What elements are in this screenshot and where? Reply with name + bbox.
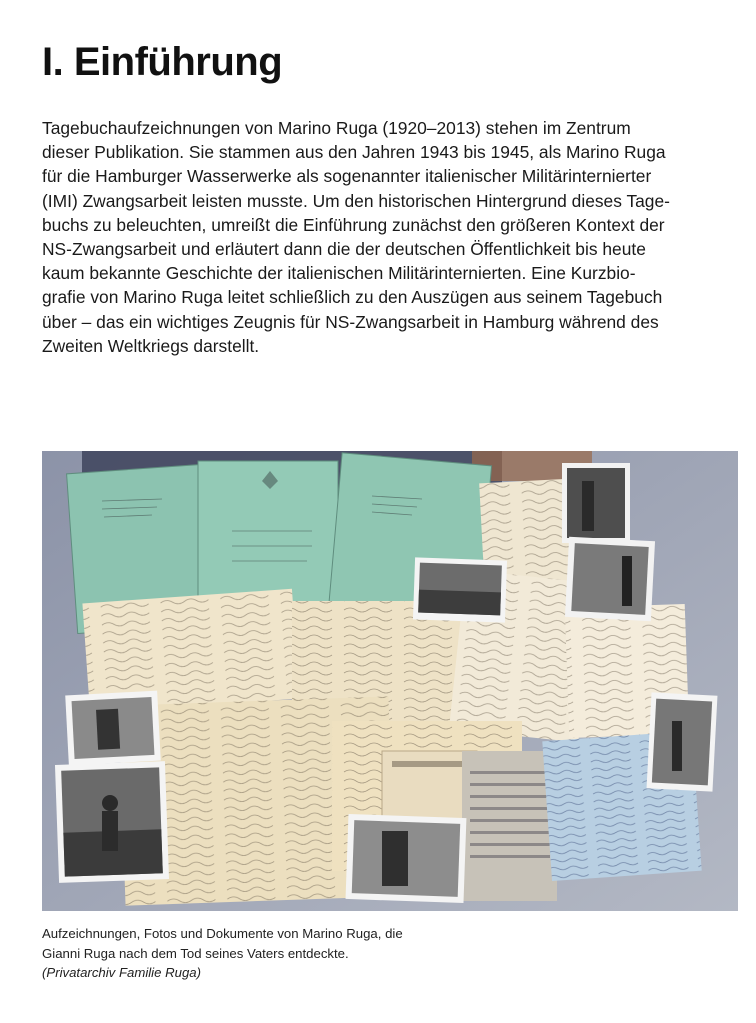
intro-line: für die Hamburger Wasserwerke als sogenannter italienischer Militärinternierter	[42, 166, 652, 187]
intro-line: (IMI) Zwangsarbeit leisten musste. Um den historischen Hintergrund dieses Tage-	[42, 190, 670, 211]
intro-line: Zweiten Weltkriegs darstellt.	[42, 335, 260, 356]
intro-paragraph	[42, 116, 736, 358]
chapter-heading: I. Einführung	[42, 40, 283, 84]
figure-caption	[42, 924, 502, 983]
intro-line: dieser Publikation. Sie stammen aus den Jahren 1943 bis 1945, als Marino Ruga	[42, 142, 666, 163]
intro-line: Tagebuchaufzeichnungen von Marino Ruga (1920–2013) stehen im Zentrum	[42, 118, 631, 138]
caption-line: Aufzeichnungen, Fotos und Dokumente von Marino Ruga, die	[42, 926, 403, 941]
intro-line: kaum bekannte Geschichte der italienischen Militärinternierten. Eine Kurzbio-	[42, 263, 636, 284]
intro-line: über – das ein wichtiges Zeugnis für NS-Zwangsarbeit in Hamburg während des	[42, 311, 659, 332]
intro-line: buchs zu beleuchten, umreißt die Einführung zunächst den größeren Kontext der	[42, 214, 665, 235]
caption-credit: (Privatarchiv Familie Ruga)	[42, 965, 202, 980]
caption-line: Gianni Ruga nach dem Tod seines Vaters entdeckte.	[42, 945, 349, 961]
intro-line: NS-Zwangsarbeit und erläutert dann die der deutschen Öffentlichkeit bis heute	[42, 239, 646, 260]
intro-line: grafie von Marino Ruga leitet schließlich zu den Auszügen aus seinem Tagebuch	[42, 287, 663, 308]
archive-photo	[42, 451, 738, 911]
